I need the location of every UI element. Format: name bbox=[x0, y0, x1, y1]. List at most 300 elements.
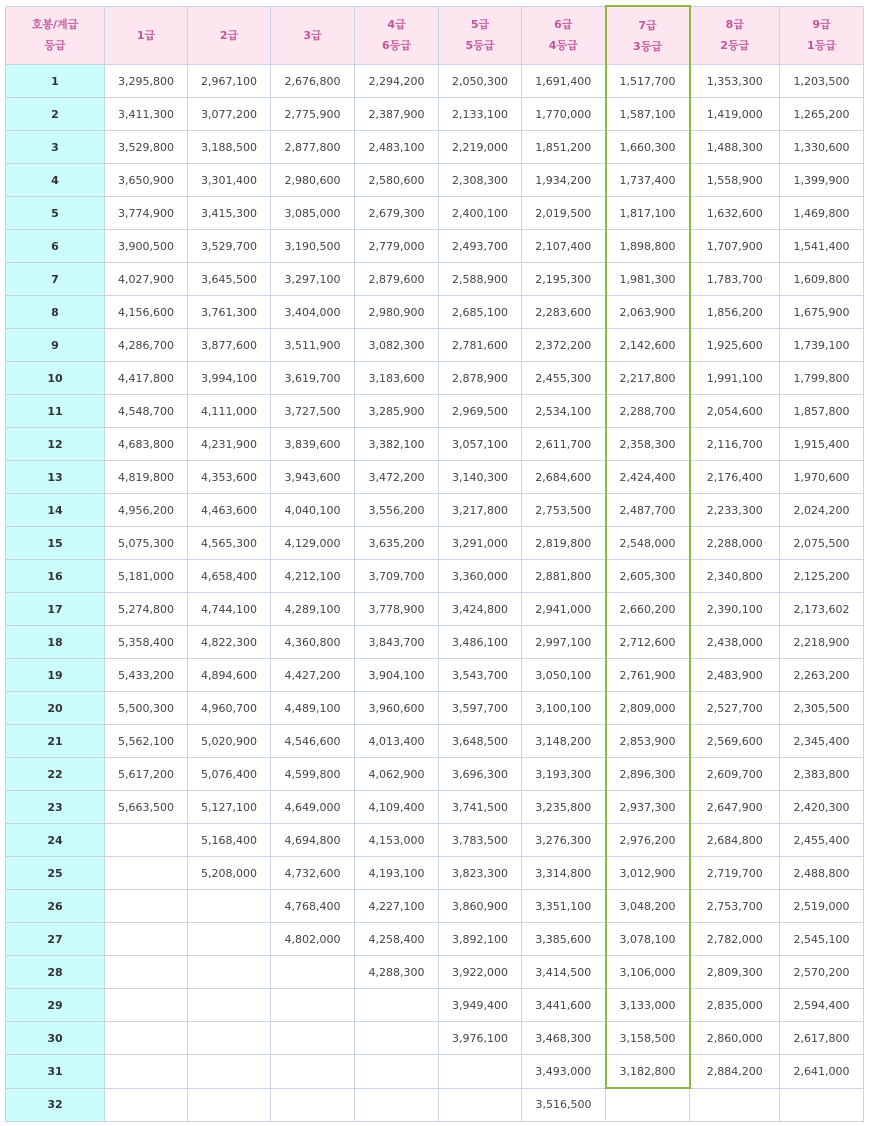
salary-cell: 2,263,200 bbox=[780, 659, 864, 692]
salary-cell: 3,486,100 bbox=[439, 626, 522, 659]
table-row bbox=[6, 428, 864, 461]
step-cell: 6 bbox=[6, 230, 105, 263]
salary-cell: 3,183,600 bbox=[355, 362, 439, 395]
step-cell: 22 bbox=[6, 758, 105, 791]
salary-cell bbox=[105, 956, 188, 989]
salary-cell: 1,898,800 bbox=[606, 230, 690, 263]
salary-cell: 4,258,400 bbox=[355, 923, 439, 956]
salary-cell: 3,193,300 bbox=[522, 758, 606, 791]
salary-cell: 3,314,800 bbox=[522, 857, 606, 890]
salary-cell: 4,417,800 bbox=[105, 362, 188, 395]
salary-cell: 4,565,300 bbox=[188, 527, 271, 560]
salary-table-wrapper bbox=[5, 5, 864, 1122]
salary-cell: 2,679,300 bbox=[355, 197, 439, 230]
salary-cell: 4,802,000 bbox=[271, 923, 355, 956]
salary-cell: 2,967,100 bbox=[188, 65, 271, 98]
salary-cell bbox=[439, 1055, 522, 1089]
salary-cell: 3,050,100 bbox=[522, 659, 606, 692]
salary-cell: 3,860,900 bbox=[439, 890, 522, 923]
salary-cell: 3,235,800 bbox=[522, 791, 606, 824]
step-cell: 31 bbox=[6, 1055, 105, 1089]
table-row bbox=[6, 989, 864, 1022]
salary-cell: 2,050,300 bbox=[439, 65, 522, 98]
salary-cell: 5,127,100 bbox=[188, 791, 271, 824]
salary-cell: 3,140,300 bbox=[439, 461, 522, 494]
salary-cell: 3,493,000 bbox=[522, 1055, 606, 1089]
salary-cell: 2,761,900 bbox=[606, 659, 690, 692]
salary-cell: 2,545,100 bbox=[780, 923, 864, 956]
salary-cell: 1,609,800 bbox=[780, 263, 864, 296]
salary-cell: 5,076,400 bbox=[188, 758, 271, 791]
salary-cell: 3,424,800 bbox=[439, 593, 522, 626]
step-cell: 28 bbox=[6, 956, 105, 989]
salary-cell: 2,125,200 bbox=[780, 560, 864, 593]
salary-cell: 2,483,900 bbox=[690, 659, 780, 692]
salary-cell: 2,372,200 bbox=[522, 329, 606, 362]
salary-cell: 4,658,400 bbox=[188, 560, 271, 593]
salary-cell: 3,516,500 bbox=[522, 1088, 606, 1122]
table-row bbox=[6, 1022, 864, 1055]
step-cell: 1 bbox=[6, 65, 105, 98]
salary-cell bbox=[188, 923, 271, 956]
step-cell: 14 bbox=[6, 494, 105, 527]
table-row bbox=[6, 758, 864, 791]
step-cell: 17 bbox=[6, 593, 105, 626]
salary-cell: 2,819,800 bbox=[522, 527, 606, 560]
salary-cell: 4,649,000 bbox=[271, 791, 355, 824]
salary-cell bbox=[355, 1088, 439, 1122]
salary-cell: 2,611,700 bbox=[522, 428, 606, 461]
salary-cell: 1,770,000 bbox=[522, 98, 606, 131]
salary-cell: 2,782,000 bbox=[690, 923, 780, 956]
salary-cell: 1,517,700 bbox=[606, 65, 690, 98]
salary-cell: 1,799,800 bbox=[780, 362, 864, 395]
salary-cell: 4,013,400 bbox=[355, 725, 439, 758]
salary-cell: 4,819,800 bbox=[105, 461, 188, 494]
salary-cell: 3,783,500 bbox=[439, 824, 522, 857]
salary-cell: 3,900,500 bbox=[105, 230, 188, 263]
salary-cell: 2,684,600 bbox=[522, 461, 606, 494]
salary-cell: 3,976,100 bbox=[439, 1022, 522, 1055]
table-row bbox=[6, 791, 864, 824]
salary-cell: 2,483,100 bbox=[355, 131, 439, 164]
salary-cell: 3,190,500 bbox=[271, 230, 355, 263]
step-cell: 30 bbox=[6, 1022, 105, 1055]
salary-cell: 2,980,900 bbox=[355, 296, 439, 329]
salary-cell: 2,424,400 bbox=[606, 461, 690, 494]
salary-cell: 2,753,700 bbox=[690, 890, 780, 923]
salary-cell: 2,647,900 bbox=[690, 791, 780, 824]
salary-cell: 2,054,600 bbox=[690, 395, 780, 428]
salary-cell: 2,809,300 bbox=[690, 956, 780, 989]
salary-cell: 3,297,100 bbox=[271, 263, 355, 296]
salary-cell: 4,288,300 bbox=[355, 956, 439, 989]
salary-cell: 4,960,700 bbox=[188, 692, 271, 725]
salary-cell bbox=[188, 1055, 271, 1089]
salary-cell: 3,301,400 bbox=[188, 164, 271, 197]
salary-table bbox=[5, 5, 864, 1122]
salary-cell: 2,288,700 bbox=[606, 395, 690, 428]
salary-cell: 2,969,500 bbox=[439, 395, 522, 428]
salary-cell: 2,775,900 bbox=[271, 98, 355, 131]
salary-cell: 2,218,900 bbox=[780, 626, 864, 659]
salary-cell: 2,588,900 bbox=[439, 263, 522, 296]
salary-cell: 4,360,800 bbox=[271, 626, 355, 659]
table-row bbox=[6, 956, 864, 989]
salary-cell: 3,217,800 bbox=[439, 494, 522, 527]
salary-cell: 3,468,300 bbox=[522, 1022, 606, 1055]
salary-cell bbox=[188, 1088, 271, 1122]
table-row bbox=[6, 296, 864, 329]
salary-cell: 1,915,400 bbox=[780, 428, 864, 461]
salary-cell: 3,943,600 bbox=[271, 461, 355, 494]
salary-cell: 3,295,800 bbox=[105, 65, 188, 98]
salary-cell: 4,289,100 bbox=[271, 593, 355, 626]
salary-cell: 2,176,400 bbox=[690, 461, 780, 494]
salary-cell: 2,345,400 bbox=[780, 725, 864, 758]
step-cell: 29 bbox=[6, 989, 105, 1022]
salary-cell: 3,351,100 bbox=[522, 890, 606, 923]
column-header-line: 6등급 bbox=[382, 39, 411, 53]
salary-cell: 3,382,100 bbox=[355, 428, 439, 461]
table-row bbox=[6, 197, 864, 230]
salary-cell: 2,684,800 bbox=[690, 824, 780, 857]
column-header-line: 1등급 bbox=[807, 39, 836, 53]
column-header-line: 7급 bbox=[638, 18, 657, 32]
salary-cell: 4,111,000 bbox=[188, 395, 271, 428]
salary-cell: 1,691,400 bbox=[522, 65, 606, 98]
salary-cell: 3,360,000 bbox=[439, 560, 522, 593]
salary-cell: 3,949,400 bbox=[439, 989, 522, 1022]
salary-cell: 5,168,400 bbox=[188, 824, 271, 857]
salary-cell: 3,285,900 bbox=[355, 395, 439, 428]
salary-cell: 2,195,300 bbox=[522, 263, 606, 296]
salary-cell: 1,783,700 bbox=[690, 263, 780, 296]
salary-cell: 2,107,400 bbox=[522, 230, 606, 263]
salary-cell: 4,599,800 bbox=[271, 758, 355, 791]
salary-cell: 3,082,300 bbox=[355, 329, 439, 362]
salary-cell: 2,387,900 bbox=[355, 98, 439, 131]
salary-cell: 2,881,800 bbox=[522, 560, 606, 593]
salary-cell: 3,106,000 bbox=[606, 956, 690, 989]
salary-cell: 3,276,300 bbox=[522, 824, 606, 857]
salary-cell: 2,024,200 bbox=[780, 494, 864, 527]
salary-cell: 3,774,900 bbox=[105, 197, 188, 230]
step-cell: 26 bbox=[6, 890, 105, 923]
salary-cell bbox=[105, 1022, 188, 1055]
salary-cell bbox=[271, 989, 355, 1022]
salary-cell: 2,294,200 bbox=[355, 65, 439, 98]
salary-cell bbox=[188, 989, 271, 1022]
salary-cell: 3,077,200 bbox=[188, 98, 271, 131]
salary-cell: 2,288,000 bbox=[690, 527, 780, 560]
salary-cell bbox=[105, 1088, 188, 1122]
step-cell: 2 bbox=[6, 98, 105, 131]
table-header bbox=[6, 6, 864, 65]
column-header-line: 5급 bbox=[470, 18, 490, 32]
salary-cell: 5,562,100 bbox=[105, 725, 188, 758]
step-cell: 9 bbox=[6, 329, 105, 362]
salary-cell: 3,414,500 bbox=[522, 956, 606, 989]
salary-cell: 3,648,500 bbox=[439, 725, 522, 758]
salary-cell: 2,455,400 bbox=[780, 824, 864, 857]
salary-cell: 5,020,900 bbox=[188, 725, 271, 758]
column-header-line: 3등급 bbox=[633, 39, 662, 53]
salary-cell: 2,779,000 bbox=[355, 230, 439, 263]
step-cell: 12 bbox=[6, 428, 105, 461]
salary-cell: 2,308,300 bbox=[439, 164, 522, 197]
salary-cell: 2,685,100 bbox=[439, 296, 522, 329]
table-row bbox=[6, 626, 864, 659]
step-cell: 15 bbox=[6, 527, 105, 560]
salary-cell: 4,694,800 bbox=[271, 824, 355, 857]
table-row bbox=[6, 857, 864, 890]
salary-cell: 3,892,100 bbox=[439, 923, 522, 956]
salary-cell: 2,358,300 bbox=[606, 428, 690, 461]
salary-cell: 1,925,600 bbox=[690, 329, 780, 362]
salary-cell: 5,358,400 bbox=[105, 626, 188, 659]
column-header-line: 3급 bbox=[303, 28, 322, 42]
salary-cell: 4,156,600 bbox=[105, 296, 188, 329]
salary-cell: 3,048,200 bbox=[606, 890, 690, 923]
salary-cell bbox=[271, 1022, 355, 1055]
salary-cell: 3,158,500 bbox=[606, 1022, 690, 1055]
column-header-line: 4급 bbox=[387, 18, 406, 32]
salary-cell: 1,970,600 bbox=[780, 461, 864, 494]
header-row bbox=[6, 6, 864, 65]
corner-header-line-2: 등급 bbox=[44, 39, 66, 53]
salary-cell: 1,469,800 bbox=[780, 197, 864, 230]
column-header-2 bbox=[188, 6, 271, 65]
salary-cell bbox=[188, 956, 271, 989]
salary-cell: 2,580,600 bbox=[355, 164, 439, 197]
table-row bbox=[6, 98, 864, 131]
salary-cell: 2,519,000 bbox=[780, 890, 864, 923]
salary-cell: 3,994,100 bbox=[188, 362, 271, 395]
salary-cell: 3,291,000 bbox=[439, 527, 522, 560]
salary-cell: 2,487,700 bbox=[606, 494, 690, 527]
salary-cell: 2,878,900 bbox=[439, 362, 522, 395]
salary-cell: 3,085,000 bbox=[271, 197, 355, 230]
step-cell: 19 bbox=[6, 659, 105, 692]
step-cell: 16 bbox=[6, 560, 105, 593]
salary-cell: 3,960,600 bbox=[355, 692, 439, 725]
salary-cell: 4,463,600 bbox=[188, 494, 271, 527]
salary-cell: 3,823,300 bbox=[439, 857, 522, 890]
salary-cell: 3,441,600 bbox=[522, 989, 606, 1022]
salary-cell bbox=[355, 989, 439, 1022]
salary-cell: 3,411,300 bbox=[105, 98, 188, 131]
salary-cell: 2,390,100 bbox=[690, 593, 780, 626]
salary-cell bbox=[105, 923, 188, 956]
salary-cell: 3,843,700 bbox=[355, 626, 439, 659]
salary-cell: 2,937,300 bbox=[606, 791, 690, 824]
salary-cell: 2,853,900 bbox=[606, 725, 690, 758]
salary-cell: 4,212,100 bbox=[271, 560, 355, 593]
salary-cell: 2,219,000 bbox=[439, 131, 522, 164]
salary-cell bbox=[271, 1055, 355, 1089]
step-cell: 7 bbox=[6, 263, 105, 296]
salary-cell: 2,879,600 bbox=[355, 263, 439, 296]
salary-cell bbox=[439, 1088, 522, 1122]
column-header-1 bbox=[105, 6, 188, 65]
column-header-line: 4등급 bbox=[548, 39, 578, 53]
table-row bbox=[6, 692, 864, 725]
table-row bbox=[6, 890, 864, 923]
salary-cell: 3,727,500 bbox=[271, 395, 355, 428]
table-row bbox=[6, 461, 864, 494]
table-row bbox=[6, 659, 864, 692]
salary-cell: 3,839,600 bbox=[271, 428, 355, 461]
table-row bbox=[6, 65, 864, 98]
salary-cell: 2,781,600 bbox=[439, 329, 522, 362]
step-cell: 10 bbox=[6, 362, 105, 395]
salary-cell bbox=[271, 1088, 355, 1122]
step-cell: 20 bbox=[6, 692, 105, 725]
salary-cell: 1,739,100 bbox=[780, 329, 864, 362]
salary-cell: 2,676,800 bbox=[271, 65, 355, 98]
salary-cell: 2,605,300 bbox=[606, 560, 690, 593]
salary-cell: 5,274,800 bbox=[105, 593, 188, 626]
salary-cell bbox=[105, 824, 188, 857]
salary-cell: 2,835,000 bbox=[690, 989, 780, 1022]
salary-cell: 4,193,100 bbox=[355, 857, 439, 890]
salary-cell: 2,420,300 bbox=[780, 791, 864, 824]
column-header-line: 8급 bbox=[725, 18, 744, 32]
salary-cell: 3,472,200 bbox=[355, 461, 439, 494]
salary-cell: 1,632,600 bbox=[690, 197, 780, 230]
table-row bbox=[6, 494, 864, 527]
salary-cell: 5,181,000 bbox=[105, 560, 188, 593]
salary-cell: 2,283,600 bbox=[522, 296, 606, 329]
step-cell: 13 bbox=[6, 461, 105, 494]
salary-cell: 4,822,300 bbox=[188, 626, 271, 659]
step-cell: 25 bbox=[6, 857, 105, 890]
salary-cell: 2,488,800 bbox=[780, 857, 864, 890]
salary-cell: 4,129,000 bbox=[271, 527, 355, 560]
salary-cell: 2,884,200 bbox=[690, 1055, 780, 1089]
table-row bbox=[6, 527, 864, 560]
salary-cell: 2,660,200 bbox=[606, 593, 690, 626]
salary-cell: 3,904,100 bbox=[355, 659, 439, 692]
step-cell: 5 bbox=[6, 197, 105, 230]
salary-cell: 5,075,300 bbox=[105, 527, 188, 560]
salary-cell: 2,809,000 bbox=[606, 692, 690, 725]
salary-cell: 2,617,800 bbox=[780, 1022, 864, 1055]
salary-cell: 3,529,700 bbox=[188, 230, 271, 263]
column-header-line: 2등급 bbox=[720, 39, 750, 53]
salary-cell: 2,712,600 bbox=[606, 626, 690, 659]
salary-cell: 1,265,200 bbox=[780, 98, 864, 131]
table-body bbox=[6, 65, 864, 1122]
salary-cell: 4,286,700 bbox=[105, 329, 188, 362]
salary-cell: 2,455,300 bbox=[522, 362, 606, 395]
salary-cell: 1,203,500 bbox=[780, 65, 864, 98]
salary-cell: 2,173,602 bbox=[780, 593, 864, 626]
table-row bbox=[6, 329, 864, 362]
salary-cell: 3,385,600 bbox=[522, 923, 606, 956]
salary-cell: 3,778,900 bbox=[355, 593, 439, 626]
salary-cell: 4,744,100 bbox=[188, 593, 271, 626]
step-cell: 11 bbox=[6, 395, 105, 428]
salary-cell: 3,696,300 bbox=[439, 758, 522, 791]
salary-cell: 2,116,700 bbox=[690, 428, 780, 461]
salary-cell: 1,856,200 bbox=[690, 296, 780, 329]
table-row bbox=[6, 131, 864, 164]
salary-cell: 3,415,300 bbox=[188, 197, 271, 230]
step-cell: 3 bbox=[6, 131, 105, 164]
salary-cell: 2,997,100 bbox=[522, 626, 606, 659]
salary-cell: 3,543,700 bbox=[439, 659, 522, 692]
salary-cell: 2,594,400 bbox=[780, 989, 864, 1022]
column-header-8 bbox=[690, 6, 780, 65]
salary-cell: 3,709,700 bbox=[355, 560, 439, 593]
salary-cell: 3,511,900 bbox=[271, 329, 355, 362]
salary-cell: 4,153,000 bbox=[355, 824, 439, 857]
step-cell: 18 bbox=[6, 626, 105, 659]
salary-cell: 2,548,000 bbox=[606, 527, 690, 560]
table-row bbox=[6, 725, 864, 758]
salary-cell: 3,057,100 bbox=[439, 428, 522, 461]
salary-cell: 2,133,100 bbox=[439, 98, 522, 131]
salary-cell: 3,619,700 bbox=[271, 362, 355, 395]
salary-cell: 2,609,700 bbox=[690, 758, 780, 791]
salary-cell: 2,438,000 bbox=[690, 626, 780, 659]
salary-cell: 4,894,600 bbox=[188, 659, 271, 692]
column-header-line: 2급 bbox=[219, 28, 239, 42]
salary-cell: 4,489,100 bbox=[271, 692, 355, 725]
corner-header-line-1: 호봉/계급 bbox=[31, 18, 79, 32]
salary-cell: 4,040,100 bbox=[271, 494, 355, 527]
salary-cell: 4,027,900 bbox=[105, 263, 188, 296]
salary-cell: 3,761,300 bbox=[188, 296, 271, 329]
step-cell: 8 bbox=[6, 296, 105, 329]
salary-cell: 4,683,800 bbox=[105, 428, 188, 461]
salary-cell bbox=[355, 1055, 439, 1089]
salary-cell: 5,617,200 bbox=[105, 758, 188, 791]
table-row bbox=[6, 1055, 864, 1089]
step-cell: 24 bbox=[6, 824, 105, 857]
column-header-4 bbox=[355, 6, 439, 65]
table-row bbox=[6, 230, 864, 263]
salary-cell bbox=[690, 1088, 780, 1122]
salary-cell: 3,404,000 bbox=[271, 296, 355, 329]
salary-cell: 1,587,100 bbox=[606, 98, 690, 131]
salary-cell: 2,233,300 bbox=[690, 494, 780, 527]
salary-cell: 4,109,400 bbox=[355, 791, 439, 824]
salary-cell bbox=[105, 1055, 188, 1089]
salary-cell: 3,741,500 bbox=[439, 791, 522, 824]
table-row bbox=[6, 824, 864, 857]
salary-cell: 5,208,000 bbox=[188, 857, 271, 890]
salary-cell: 3,645,500 bbox=[188, 263, 271, 296]
salary-cell: 3,877,600 bbox=[188, 329, 271, 362]
table-row bbox=[6, 263, 864, 296]
salary-cell: 1,660,300 bbox=[606, 131, 690, 164]
salary-cell: 2,980,600 bbox=[271, 164, 355, 197]
salary-cell: 3,100,100 bbox=[522, 692, 606, 725]
salary-cell: 3,597,700 bbox=[439, 692, 522, 725]
salary-cell: 2,976,200 bbox=[606, 824, 690, 857]
salary-cell: 3,012,900 bbox=[606, 857, 690, 890]
salary-cell: 1,399,900 bbox=[780, 164, 864, 197]
salary-cell bbox=[780, 1088, 864, 1122]
table-row bbox=[6, 362, 864, 395]
salary-cell: 4,768,400 bbox=[271, 890, 355, 923]
salary-cell: 2,570,200 bbox=[780, 956, 864, 989]
salary-cell bbox=[188, 1022, 271, 1055]
table-row bbox=[6, 1088, 864, 1122]
